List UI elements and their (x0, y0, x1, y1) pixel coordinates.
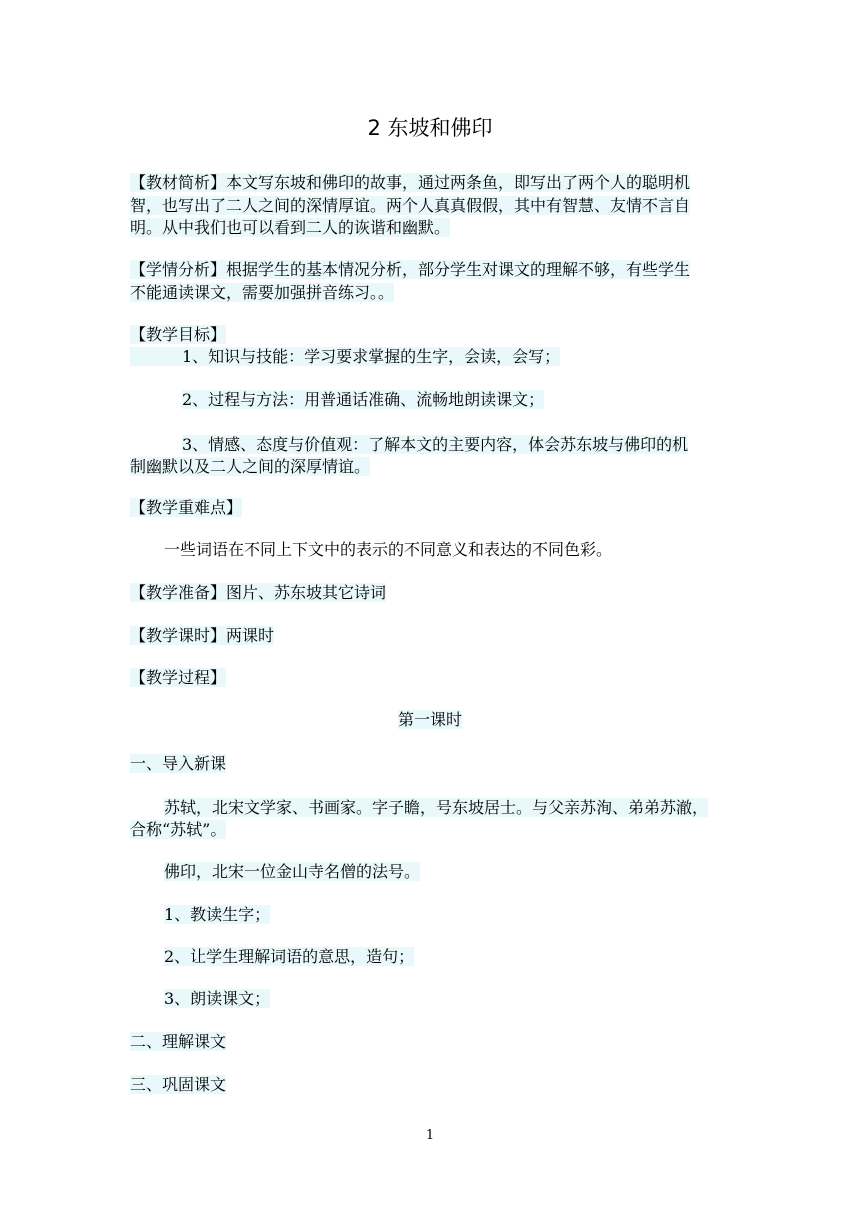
analysis-line-1: 【教材简析】本文写东坡和佛印的故事，通过两条鱼，即写出了两个人的聪明机 (130, 173, 691, 192)
intro-p2: 佛印，北宋一位金山寺名僧的法号。 (164, 862, 421, 881)
document-title: 2 东坡和佛印 (367, 116, 493, 140)
difficulty-heading: 【教学重难点】 (130, 498, 243, 517)
hours-line: 【教学课时】两课时 (130, 626, 275, 645)
prep-line: 【教学准备】图片、苏东坡其它诗词 (130, 583, 387, 602)
lesson-1-heading: 第一课时 (397, 710, 462, 729)
goal-1: 1、知识与技能：学习要求掌握的生字，会读，会写； (130, 346, 560, 368)
goal-3-line-1: 3、情感、态度与价值观：了解本文的主要内容，体会苏东坡与佛印的机 (182, 435, 689, 454)
section-3-heading: 三、巩固课文 (130, 1075, 227, 1094)
analysis-line-3: 明。从中我们也可以看到二人的诙谐和幽默。 (130, 218, 451, 237)
intro-p1-line-1: 苏轼，北宋文学家、书画家。字子瞻，号东坡居士。与父亲苏洵、弟弟苏澈， (164, 798, 709, 817)
analysis-line-2: 智，也写出了二人之间的深情厚谊。两个人真真假假，其中有智慧、友情不言自 (130, 196, 691, 215)
process-heading: 【教学过程】 (130, 668, 227, 687)
intro-heading: 一、导入新课 (130, 754, 227, 773)
difficulty-text: 一些词语在不同上下文中的表示的不同意义和表达的不同色彩。 (164, 540, 613, 559)
goal-2: 2、过程与方法：用普通话准确、流畅地朗读课文； (182, 390, 545, 409)
student-line-2: 不能通读课文，需要加强拼音练习。。 (130, 283, 395, 302)
goal-3-line-2: 制幽默以及二人之间的深厚情谊。 (130, 457, 371, 476)
section-2-heading: 二、理解课文 (130, 1032, 227, 1051)
intro-step-3: 3、朗读课文； (164, 989, 271, 1008)
page-number: 1 (425, 1128, 435, 1143)
intro-step-2: 2、让学生理解词语的意思，造句； (164, 947, 415, 966)
intro-step-1: 1、教读生字； (164, 905, 271, 924)
student-line-1: 【学情分析】根据学生的基本情况分析，部分学生对课文的理解不够，有些学生 (130, 260, 691, 279)
intro-p1-line-2: 合称“苏轼”。 (130, 820, 227, 839)
goals-heading: 【教学目标】 (130, 325, 227, 344)
